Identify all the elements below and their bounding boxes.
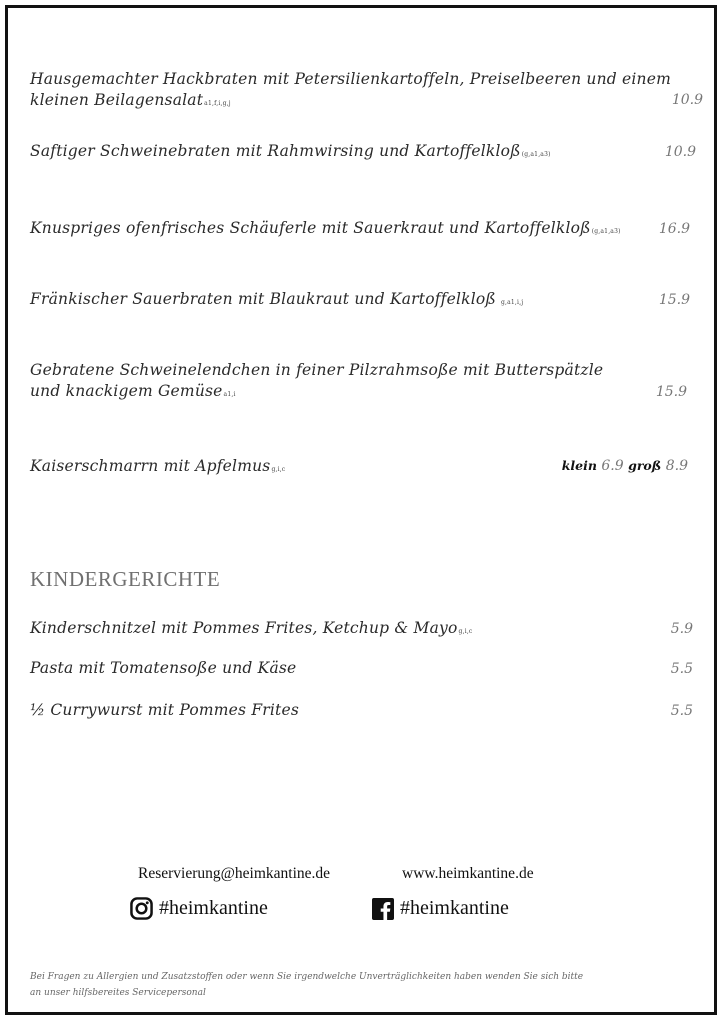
dish-price: 15.9	[655, 384, 687, 400]
dish-price: 16.9	[658, 221, 690, 237]
dish-kaiserschmarrn	[30, 456, 285, 480]
dish-name-line2: und knackigem Gemüse	[30, 382, 223, 400]
dish-name: Saftiger Schweinebraten mit Rahmwirsing und Kartoffelkloß	[30, 142, 521, 160]
allergen-codes: g,a1,i,j	[500, 299, 524, 306]
instagram-handle-text: #heimkantine	[159, 897, 268, 919]
dish-name-line1: Gebratene Schweinelendchen in feiner Pilzrahmsoße mit Butterspätzle	[30, 361, 604, 379]
allergen-codes: (g,a1,a3)	[521, 151, 551, 158]
kids-item-name: ½ Currywurst mit Pommes Frites	[30, 701, 300, 719]
dish-name: Kaiserschmarrn mit Apfelmus	[30, 457, 271, 475]
dish-name: Fränkischer Sauerbraten mit Blaukraut und Kartoffelkloß	[30, 290, 496, 308]
allergen-codes: a1,i	[223, 391, 236, 398]
allergen-codes: g,i,c	[271, 466, 286, 473]
dish-name: Knuspriges ofenfrisches Schäuferle mit Sauerkraut und Kartoffelkloß	[30, 219, 591, 237]
facebook-handle-text: #heimkantine	[400, 897, 509, 919]
dish-price: 15.9	[658, 292, 690, 308]
dish-schweinelendchen	[30, 360, 603, 405]
website-link[interactable]: www.heimkantine.de	[402, 865, 534, 882]
kids-item	[30, 618, 472, 642]
large-price: 8.9	[665, 458, 688, 474]
kids-item-name: Kinderschnitzel mit Pommes Frites, Ketchup & Mayo	[30, 619, 458, 637]
dish-name-line1: Hausgemachter Hackbraten mit Petersilienkartoffeln, Preiselbeeren und einem	[30, 70, 672, 88]
large-label: groß	[628, 458, 662, 473]
instagram-handle[interactable]	[130, 897, 268, 920]
dish-price: 10.9	[671, 92, 703, 108]
allergen-codes: g,i,c	[458, 628, 473, 635]
instagram-icon	[130, 897, 153, 920]
facebook-icon	[372, 898, 394, 920]
allergen-codes: (g,a1,a3)	[591, 228, 621, 235]
kids-item-price: 5.5	[670, 703, 693, 719]
dish-sauerbraten	[30, 289, 523, 313]
small-label: klein	[561, 458, 597, 473]
dish-hackbraten	[30, 69, 671, 114]
kids-item	[30, 658, 296, 679]
kids-item-price: 5.9	[670, 621, 693, 637]
allergen-codes: a1,f,i,g,j	[204, 100, 231, 107]
section-title-kindergerichte: KINDERGERICHTE	[30, 567, 221, 591]
dish-price: 10.9	[664, 144, 696, 160]
size-prices	[562, 458, 688, 474]
allergy-note-line2: an unser hilfsbereites Servicepersonal	[30, 988, 206, 998]
kids-item-name: Pasta mit Tomatensoße und Käse	[30, 659, 297, 677]
allergy-note	[30, 969, 690, 1001]
dish-name-line2: kleinen Beilagensalat	[30, 91, 204, 109]
kids-item-price: 5.5	[670, 661, 693, 677]
facebook-handle[interactable]	[372, 897, 509, 920]
dish-schaeuferle	[30, 218, 621, 242]
reservation-email[interactable]: Reservierung@heimkantine.de	[138, 865, 331, 882]
dish-schweinebraten	[30, 141, 551, 165]
kids-item	[30, 700, 299, 721]
allergy-note-line1: Bei Fragen zu Allergien und Zusatzstoffen oder wenn Sie irgendwelche Unverträglichkeiten haben wenden Sie sich bitte	[30, 972, 584, 982]
small-price: 6.9	[601, 458, 624, 474]
